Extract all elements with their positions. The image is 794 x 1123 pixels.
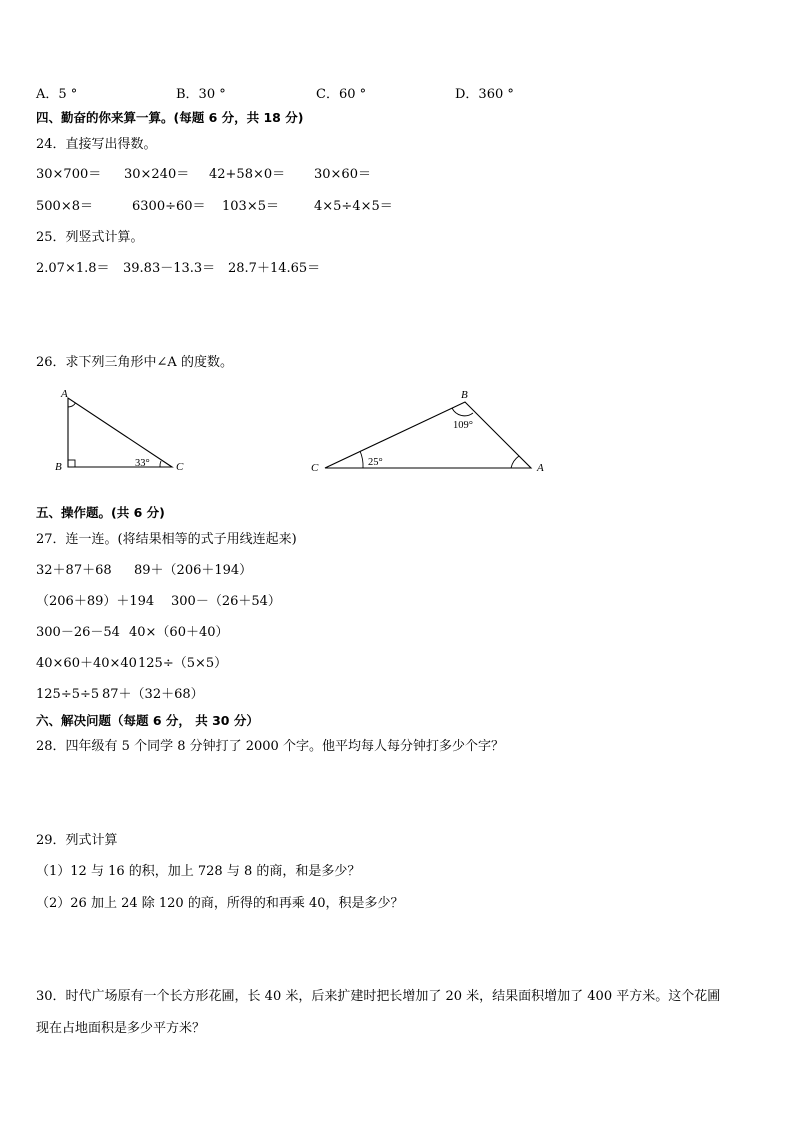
triangle-2 bbox=[305, 385, 555, 475]
label-b: B bbox=[55, 461, 62, 473]
q27-right-2: 300－（26＋54） bbox=[171, 594, 281, 609]
q25-item-3: 28.7＋14.65＝ bbox=[228, 261, 321, 276]
section-4-heading: 四、勤奋的你来算一算。(每题 6 分，共 18 分) bbox=[36, 110, 304, 125]
angle-a2-arc bbox=[511, 456, 519, 468]
q24-r1-c4: 30×60＝ bbox=[314, 167, 371, 182]
angle-a-arc bbox=[68, 403, 76, 407]
q24-r1-c1: 30×700＝ bbox=[36, 167, 102, 182]
angle-33: 33° bbox=[135, 458, 150, 469]
q29-sub-2: （2）26 加上 24 除 120 的商，所得的和再乘 40，积是多少？ bbox=[36, 896, 404, 911]
q24-r1-c2: 30×240＝ bbox=[124, 167, 190, 182]
angle-109: 109° bbox=[453, 420, 473, 431]
q27-right-4: 125÷（5×5） bbox=[138, 656, 228, 671]
q24-r2-c4: 4×5÷4×5＝ bbox=[314, 199, 393, 214]
q27-right-1: 89＋（206＋194） bbox=[134, 563, 253, 578]
right-angle-mark bbox=[68, 460, 75, 467]
triangle-2-shape bbox=[325, 402, 531, 468]
q27-left-5: 125÷5÷5 bbox=[36, 687, 100, 702]
q27-stem: 27．连一连。(将结果相等的式子用线连起来) bbox=[36, 532, 297, 547]
angle-b-arc bbox=[452, 408, 473, 416]
label-a: A bbox=[61, 388, 68, 400]
angle-c2-arc bbox=[360, 451, 363, 468]
section-5-heading: 五、操作题。(共 6 分) bbox=[36, 505, 165, 520]
option-d: D．360 ° bbox=[455, 87, 514, 102]
q29-sub-1: （1）12 与 16 的积，加上 728 与 8 的商，和是多少？ bbox=[36, 864, 361, 879]
q27-left-3: 300－26－54 bbox=[36, 625, 120, 640]
q27-right-5: 87＋（32＋68） bbox=[102, 687, 204, 702]
q25-item-1: 2.07×1.8＝ bbox=[36, 261, 110, 276]
q27-left-1: 32＋87＋68 bbox=[36, 563, 112, 578]
q24-r2-c3: 103×5＝ bbox=[222, 199, 279, 214]
angle-25: 25° bbox=[368, 457, 383, 468]
q27-left-4: 40×60＋40×40 bbox=[36, 656, 137, 671]
q27-left-2: （206＋89）＋194 bbox=[36, 594, 155, 609]
label-a2: A bbox=[537, 462, 544, 474]
q24-r2-c1: 500×8＝ bbox=[36, 199, 93, 214]
angle-c-arc bbox=[160, 461, 161, 467]
q30-line-2: 现在占地面积是多少平方米？ bbox=[36, 1021, 206, 1036]
q26-stem: 26．求下列三角形中∠A 的度数。 bbox=[36, 355, 233, 370]
section-6-heading: 六、解决问题（每题 6 分， 共 30 分） bbox=[36, 713, 259, 728]
option-a: A．5 ° bbox=[36, 87, 78, 102]
q24-r2-c2: 6300÷60＝ bbox=[132, 199, 206, 214]
option-b: B．30 ° bbox=[176, 87, 226, 102]
triangle-1-shape bbox=[68, 398, 172, 467]
q28: 28．四年级有 5 个同学 8 分钟打了 2000 个字。他平均每人每分钟打多少个字？ bbox=[36, 739, 504, 754]
option-c: C．60 ° bbox=[316, 87, 367, 102]
label-b2: B bbox=[461, 389, 468, 401]
label-c2: C bbox=[311, 462, 319, 474]
q30-line-1: 30．时代广场原有一个长方形花圃，长 40 米，后来扩建时把长增加了 20 米，结果面积增加了 400 平方米。这个花圃 bbox=[36, 989, 721, 1004]
triangle-1 bbox=[50, 386, 200, 476]
q29-stem: 29．列式计算 bbox=[36, 833, 118, 848]
label-c: C bbox=[176, 461, 184, 473]
q25-stem: 25．列竖式计算。 bbox=[36, 230, 144, 245]
q25-item-2: 39.83－13.3＝ bbox=[123, 261, 216, 276]
q24-stem: 24．直接写出得数。 bbox=[36, 137, 157, 152]
q27-right-3: 40×（60＋40） bbox=[129, 625, 229, 640]
q24-r1-c3: 42+58×0＝ bbox=[209, 167, 286, 182]
